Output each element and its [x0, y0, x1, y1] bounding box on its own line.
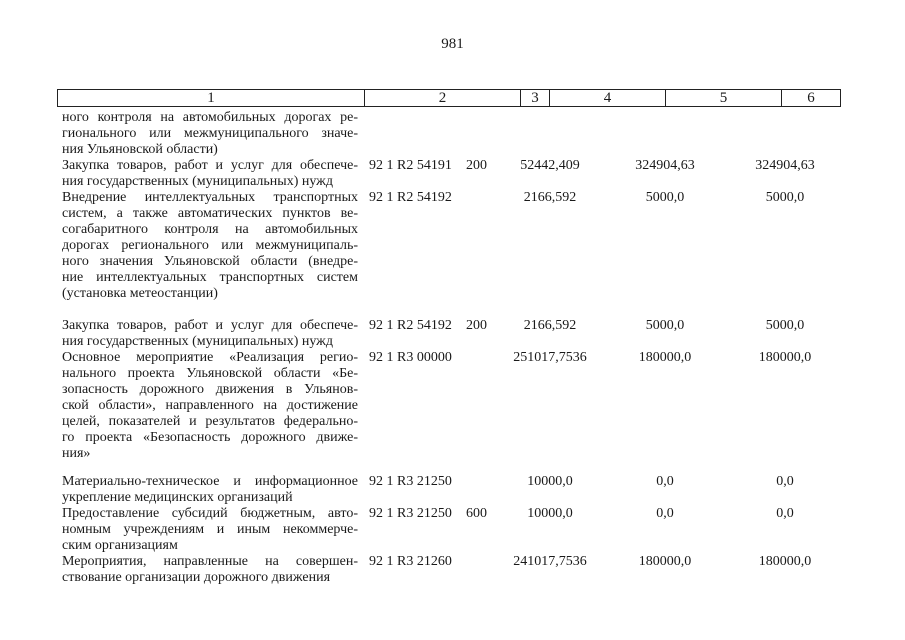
description-line: Закупка товаров, работ и услуг для обеспече- — [62, 318, 358, 333]
description-line: (установка метеостанции) — [62, 286, 218, 301]
row-description — [62, 350, 358, 462]
description-line: укрепление медицинских организаций — [62, 490, 293, 505]
row-value-6: 324904,63 — [755, 158, 815, 173]
description-line: Внедрение интеллектуальных транспортных — [62, 190, 358, 205]
row-description — [62, 110, 358, 158]
row-value-6: 180000,0 — [758, 350, 812, 365]
row-code: 92 1 R3 21250 — [369, 506, 452, 521]
row-code: 92 1 R3 00000 — [369, 350, 452, 365]
description-line: дорогах регионального или межмуниципаль- — [62, 238, 358, 253]
description-line: ного контроля на автомобильных дорогах ре- — [62, 110, 358, 125]
description-line: ния государственных (муниципальных) нужд — [62, 334, 333, 349]
row-value-5: 0,0 — [656, 474, 674, 489]
row-description — [62, 158, 358, 190]
description-line: го проекта «Безопасность дорожного движе- — [62, 430, 358, 445]
row-value-5: 180000,0 — [638, 350, 692, 365]
description-line: целей, показателей и результатов федерально- — [62, 414, 358, 429]
description-line: Основное мероприятие «Реализация регио- — [62, 350, 358, 365]
row-description — [62, 318, 358, 350]
description-line: ния Ульяновской области) — [62, 142, 218, 157]
row-type: 200 — [466, 158, 487, 173]
row-code: 92 1 R3 21260 — [369, 554, 452, 569]
description-line: зопасность дорожного движения в Ульянов- — [62, 382, 358, 397]
row-description — [62, 554, 358, 586]
description-line: ния государственных (муниципальных) нужд — [62, 174, 333, 189]
row-value-4: 10000,0 — [527, 506, 573, 521]
description-line: ния» — [62, 446, 91, 461]
row-code: 92 1 R2 54191 — [369, 158, 452, 173]
row-description — [62, 474, 358, 506]
description-line: Закупка товаров, работ и услуг для обеспече- — [62, 158, 358, 173]
description-line: гионального или межмуниципального значе- — [62, 126, 358, 141]
page-number: 981 — [441, 36, 464, 52]
description-line: ного значения Ульяновской области (внедре- — [62, 254, 358, 269]
row-value-5: 5000,0 — [645, 318, 685, 333]
header-col-1: 1 — [207, 90, 215, 106]
row-code: 92 1 R3 21250 — [369, 474, 452, 489]
table-header — [57, 89, 841, 107]
description-line: ским организациям — [62, 538, 178, 553]
header-col-4: 4 — [603, 90, 612, 106]
header-col-2: 2 — [438, 90, 447, 106]
row-value-5: 180000,0 — [638, 554, 692, 569]
description-line: ние интеллектуальных транспортных систем — [62, 270, 358, 285]
row-value-5: 0,0 — [656, 506, 674, 521]
header-col-5: 5 — [719, 90, 728, 106]
description-line: Предоставление субсидий бюджетным, авто- — [62, 506, 358, 521]
row-value-6: 0,0 — [776, 474, 794, 489]
row-value-4: 2166,592 — [523, 318, 577, 333]
header-col-6: 6 — [807, 90, 815, 106]
description-line: согабаритного контроля на автомобильных — [62, 222, 358, 237]
description-line: систем, а также автоматических пунктов ве- — [62, 206, 358, 221]
row-value-6: 0,0 — [776, 506, 794, 521]
row-code: 92 1 R2 54192 — [369, 190, 452, 205]
description-line: нального проекта Ульяновской области «Бе- — [62, 366, 358, 381]
row-value-4: 251017,7536 — [513, 350, 587, 365]
row-type: 200 — [466, 318, 487, 333]
row-type: 600 — [466, 506, 487, 521]
description-line: Материально-техническое и информационное — [62, 474, 358, 489]
row-value-4: 52442,409 — [520, 158, 580, 173]
row-value-6: 5000,0 — [765, 318, 805, 333]
description-line: ствование организации дорожного движения — [62, 570, 331, 585]
row-value-6: 180000,0 — [758, 554, 812, 569]
header-col-3: 3 — [531, 90, 539, 106]
description-line: номным учреждениям и иным некоммерче- — [62, 522, 358, 537]
row-value-4: 2166,592 — [523, 190, 577, 205]
row-value-4: 10000,0 — [527, 474, 573, 489]
row-code: 92 1 R2 54192 — [369, 318, 452, 333]
row-value-4: 241017,7536 — [513, 554, 587, 569]
row-description — [62, 190, 358, 302]
description-line: ской области», направленного на достижение — [62, 398, 358, 413]
row-value-5: 5000,0 — [645, 190, 685, 205]
description-line: Мероприятия, направленные на совершен- — [62, 554, 358, 569]
row-description — [62, 506, 358, 554]
row-value-6: 5000,0 — [765, 190, 805, 205]
row-value-5: 324904,63 — [635, 158, 695, 173]
